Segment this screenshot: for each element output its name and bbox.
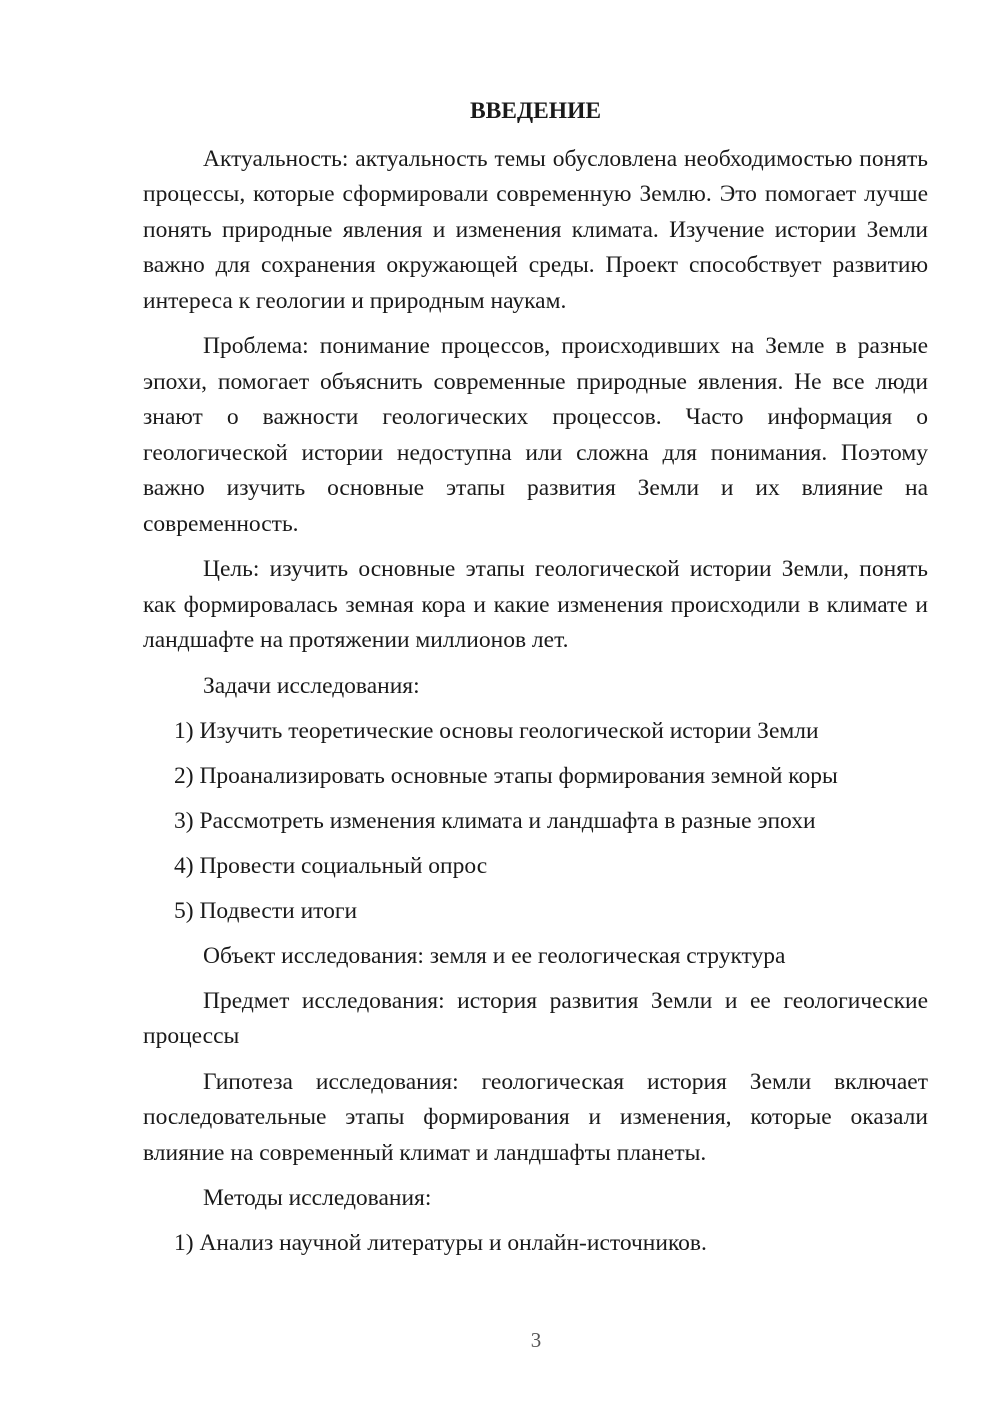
task-item: 1) Изучить теоретические основы геологической истории Земли [174, 717, 819, 744]
hypothesis-paragraph: Гипотеза исследования: геологическая история Земли включает последовательные этапы формирования и изменения, которые оказали влияние на современный климат и ландшафты планеты. [143, 1068, 928, 1166]
page-number: 3 [530, 1328, 542, 1352]
page-title: ВВЕДЕНИЕ [469, 98, 602, 124]
method-item: 1) Анализ научной литературы и онлайн-источников. [174, 1230, 707, 1256]
object-paragraph: Объект исследования: земля и ее геологическая структура [203, 942, 786, 969]
page-content [143, 94, 928, 1271]
task-item: 4) Провести социальный опрос [174, 852, 488, 879]
methods-heading: Методы исследования: [203, 1185, 432, 1211]
subject-paragraph: Предмет исследования: история развития Земли и ее геологические процессы [143, 987, 928, 1049]
tasks-heading: Задачи исследования: [203, 672, 420, 699]
task-item: 2) Проанализировать основные этапы формирования земной коры [174, 762, 838, 789]
task-item: 5) Подвести итоги [174, 897, 358, 924]
problem-paragraph: Проблема: понимание процессов, происходивших на Земле в разные эпохи, помогает объяснить современные природные явления. Не все люди знают о важности геологических процессов. Часто информация о геологической истории недоступна или сложна для понимания. Поэтому важно изучить основные этапы развития Земли и их влияние на современность. [143, 333, 928, 537]
relevance-paragraph: Актуальность: актуальность темы обусловлена необходимостью понять процессы, которые сформировали современную Землю. Это помогает лучше понять природные явления и изменения климата. Изучение истории Земли важно для сохранения окружающей среды. Проект способствует развитию интереса к геологии и природным наукам. [143, 145, 928, 314]
goal-paragraph: Цель: изучить основные этапы геологической истории Земли, понять как формировалась земная кора и какие изменения происходили в климате и ландшафте на протяжении миллионов лет. [143, 556, 928, 653]
task-item: 3) Рассмотреть изменения климата и ландшафта в разные эпохи [174, 807, 816, 834]
